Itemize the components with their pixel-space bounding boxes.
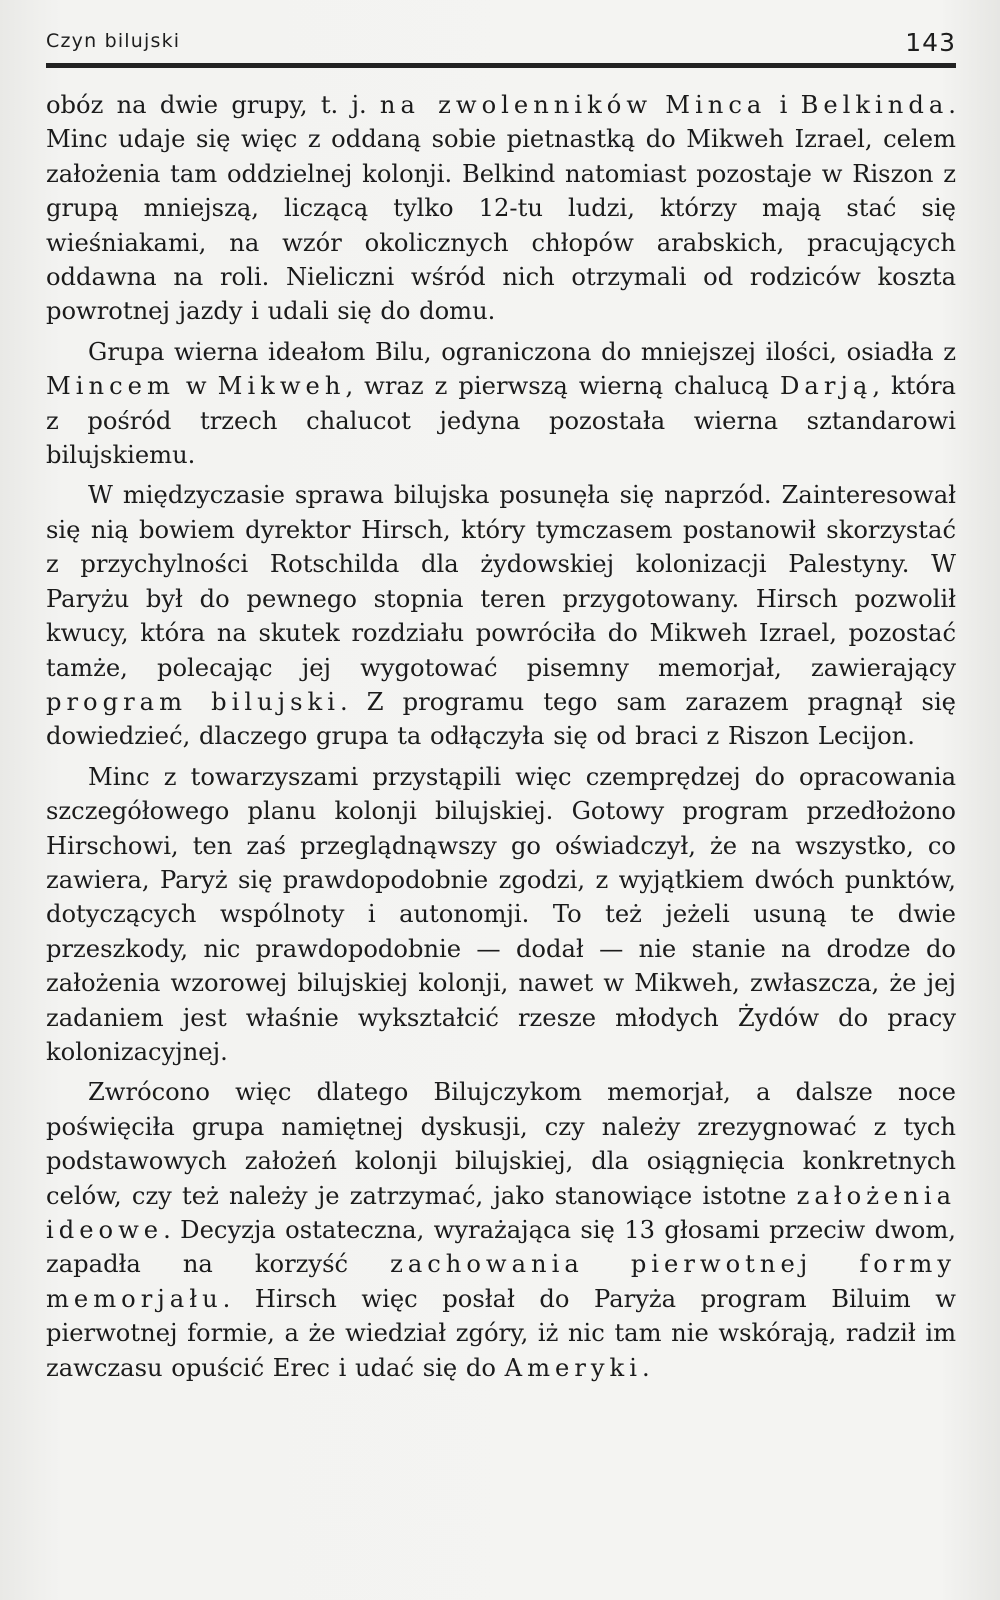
- text-span: W międzyczasie sprawa bilujska posunęła się naprzód. Zainteresował się nią bowiem dyrektor Hirsch, który tymczasem postanowił skorzystać z przychylności Rotschilda dla żydowskiej kolonizacji Palestyny. W Paryżu był do pewnego stopnia teren przygotowany. Hirsch pozwolił kwucy, która na skutek rozdziału powróciła do Mikweh Izrael, pozostać tamże, polecając jej wygotować pisemny memorjał, zawierający: [46, 481, 956, 682]
- text-span: . Decyzja ostateczna, wyrażająca się 13 głosami przeciw dwom, zapadła na korzyść: [46, 1216, 956, 1279]
- paragraph-2: [46, 335, 956, 473]
- text-span: , która z pośród trzech chalucot jedyna pozostała wierna sztandarowi bilujskiemu.: [46, 372, 956, 470]
- body-text: [46, 88, 956, 1391]
- running-head: [46, 28, 956, 60]
- text-span: . Z programu tego sam zarazem pragnął się dowiedzieć, dlaczego grupa ta odłączyła się od braci z Riszon Lecijon.: [46, 687, 956, 751]
- text-span: Zwrócono więc dlatego Bilujczykom memorjał, a dalsze noce poświęciła grupa namiętnej dyskusji, czy należy zrezygnować z tych podstawowych założeń kolonji bilujskiej, dla osiągnięcia konkretnych celów, czy też należy je zatrzymać, jako stanowiące istotne: [46, 1078, 956, 1210]
- spaced-emphasis: Belkinda: [800, 91, 949, 119]
- paragraph-1: [46, 88, 956, 329]
- text-span: Minc z towarzyszami przystąpili więc czemprędzej do opracowania szczegółowego planu kolonji bilujskiej. Gotowy program przedłożono Hirschowi, ten zaś przeglądnąwszy go oświadczył, że na wszystko, co zawiera, Paryż się prawdopodobnie zgodzi, z wyjątkiem dwóch punktów, dotyczących wspólnoty i autonomji. To też jeżeli usuną te dwie przeszkody, nic prawdopodobnie — dodał — nie stanie na drodze do założenia wzorowej bilujskiej kolonji, nawet w Mikweh, zwłaszcza, że jej zadaniem jest właśnie wykształcić rzesze młodych Żydów do pracy kolonizacyjnej.: [46, 762, 956, 1066]
- page-number: 143: [905, 28, 956, 57]
- text-span: . Minc udaje się więc z oddaną sobie pietnastką do Mikweh Izrael, celem założenia tam oddzielnej kolonji. Belkind natomiast pozostaje w Riszon z grupą mniejszą, liczącą tylko 12-tu ludzi, którzy mają stać się wieśniakami, na wzór okolicznych chłopów arabskich, pracujących oddawna na roli. Nieliczni wśród nich otrzymali od rodziców koszta powrotnej jazdy i udali się do domu.: [46, 91, 956, 326]
- spaced-emphasis: Darją: [780, 372, 873, 401]
- spaced-emphasis: na zwolenników: [379, 91, 653, 119]
- spaced-emphasis: Ameryki: [504, 1353, 642, 1382]
- spaced-emphasis: Minca: [665, 91, 767, 119]
- spaced-emphasis: zachowania pierwotnej formy memorjału: [46, 1250, 957, 1313]
- spaced-emphasis: Mincem: [46, 372, 175, 401]
- text-span: w: [174, 372, 218, 401]
- text-span: .: [641, 1353, 650, 1382]
- spaced-emphasis: założenia ideowe: [46, 1181, 956, 1244]
- text-span: [652, 91, 665, 119]
- paragraph-4: [46, 760, 956, 1070]
- text-span: obóz na dwie grupy, t. j.: [46, 91, 380, 119]
- spaced-emphasis: Mikweh: [217, 372, 346, 401]
- paragraph-3: [46, 478, 956, 753]
- text-span: . Hirsch więc posłał do Paryża program Biluim w pierwotnej formie, a że wiedział zgóry, iż nic tam nie wskórają, radził im zawczasu opuścić Erec i udać się do: [46, 1284, 956, 1382]
- running-title: Czyn bilujski: [46, 30, 181, 52]
- header-rule: [46, 63, 956, 68]
- paragraph-5: [46, 1075, 956, 1385]
- text-span: Grupa wierna ideałom Bilu, ograniczona do mniejszej ilości, osiadła z: [88, 337, 956, 366]
- text-span: , wraz z pierwszą wierną chalucą: [345, 372, 781, 401]
- spaced-emphasis: program bilujski: [46, 687, 340, 716]
- text-span: i: [766, 91, 801, 119]
